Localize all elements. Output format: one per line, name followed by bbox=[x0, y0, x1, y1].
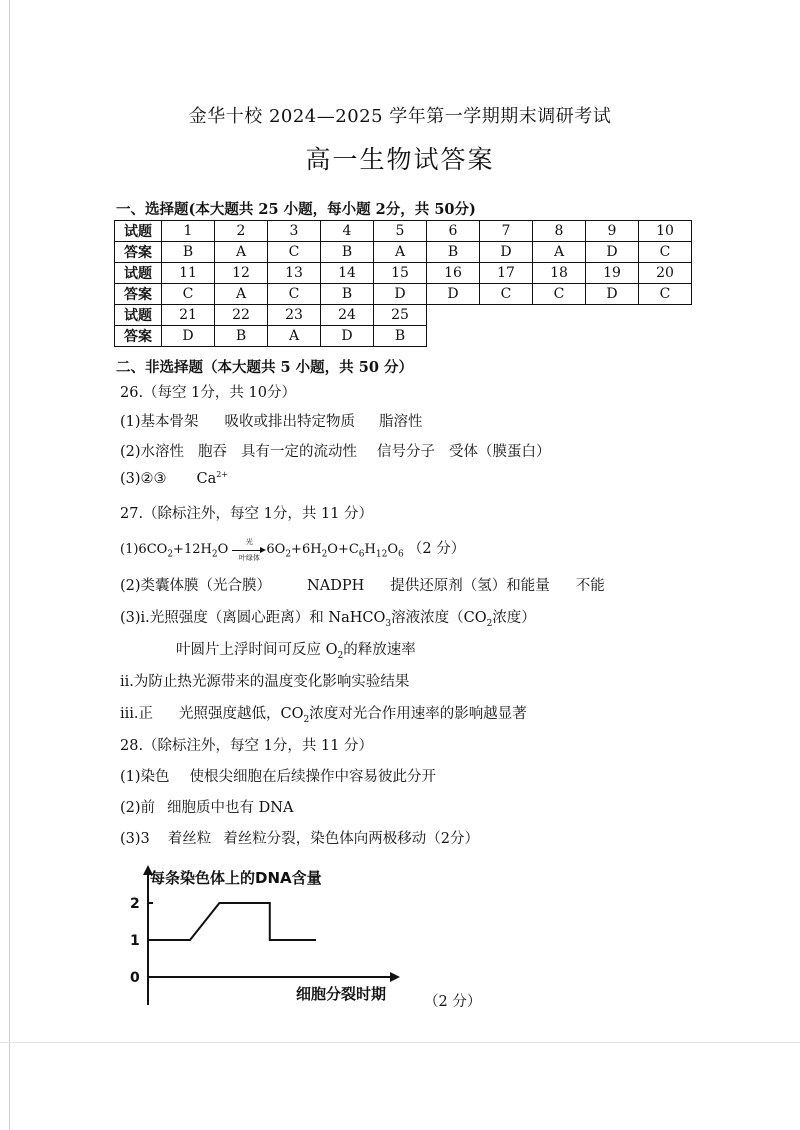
answer-cell: D bbox=[162, 326, 215, 347]
answer-cell: B bbox=[374, 326, 427, 347]
answer-cell: B bbox=[321, 284, 374, 305]
y-tick-label: 0 bbox=[130, 970, 140, 986]
empty-cell bbox=[639, 326, 692, 347]
question-number-cell: 25 bbox=[374, 305, 427, 326]
empty-cell bbox=[533, 305, 586, 326]
question-number-cell: 10 bbox=[639, 221, 692, 242]
question-number-cell: 8 bbox=[533, 221, 586, 242]
question-number-cell: 17 bbox=[480, 263, 533, 284]
answer-cell: B bbox=[321, 242, 374, 263]
q27-3-c: 浓度） bbox=[492, 610, 536, 626]
question-number-cell: 9 bbox=[586, 221, 639, 242]
empty-cell bbox=[586, 326, 639, 347]
eq-score: （2 分） bbox=[407, 541, 466, 557]
q27-3-sub2: 2 bbox=[486, 618, 493, 629]
question-number-cell: 5 bbox=[374, 221, 427, 242]
q26-1-a: (1)基本骨架 bbox=[120, 414, 199, 430]
q27-3-a: (3)ⅰ.光照强度（离圆心距离）和 NaHCO bbox=[120, 610, 386, 626]
q27-3-b: 溶液浓度（CO bbox=[391, 610, 487, 626]
empty-cell bbox=[639, 305, 692, 326]
q28-line-1 bbox=[120, 765, 436, 786]
q28-3-b: 着丝粒 bbox=[167, 831, 212, 847]
eq-plus: +12H bbox=[173, 542, 212, 557]
q26-2-b: 胞吞 bbox=[198, 444, 228, 460]
q26-2-d: 信号分子 bbox=[377, 444, 436, 460]
table-row-answers bbox=[115, 326, 692, 347]
q28-line-3 bbox=[120, 827, 479, 848]
eq-r3-sub2: 12 bbox=[375, 549, 388, 560]
eq-r1: 6O bbox=[266, 542, 286, 557]
q27-line-6 bbox=[120, 702, 527, 725]
question-number-cell: 23 bbox=[268, 305, 321, 326]
q28-2-a: (2)前 bbox=[120, 800, 156, 816]
table-row-questions bbox=[115, 221, 692, 242]
answer-cell: D bbox=[427, 284, 480, 305]
answer-cell: A bbox=[533, 242, 586, 263]
q26-2-c: 具有一定的流动性 bbox=[241, 444, 358, 460]
row-label-answers: 答案 bbox=[115, 242, 162, 263]
arrow-top-label: 光 bbox=[245, 537, 253, 546]
q27-2-d: 不能 bbox=[575, 578, 605, 594]
graph-score: （2 分） bbox=[424, 994, 482, 1010]
arrow-bottom-label: 叶绿体 bbox=[238, 553, 260, 562]
question-number-cell: 7 bbox=[480, 221, 533, 242]
q28-3-c: 着丝粒分裂，染色体向两极移动（2分） bbox=[223, 831, 479, 847]
answer-cell: D bbox=[374, 284, 427, 305]
q27-6-sub: 2 bbox=[303, 714, 310, 725]
question-number-cell: 13 bbox=[268, 263, 321, 284]
q28-1-a: (1)染色 bbox=[120, 769, 170, 785]
answer-cell: D bbox=[586, 242, 639, 263]
eq-r3-sub1: 6 bbox=[358, 549, 365, 560]
answer-cell: C bbox=[480, 284, 533, 305]
question-number-cell: 15 bbox=[374, 263, 427, 284]
eq-r3-h: H bbox=[364, 542, 376, 557]
q27-2-a: (2)类囊体膜（光合膜） bbox=[120, 578, 272, 594]
question-number-cell: 3 bbox=[268, 221, 321, 242]
eq-h2o-sub: 2 bbox=[211, 549, 218, 560]
question-number-cell: 1 bbox=[162, 221, 215, 242]
section-2-heading: 二、非选择题（本大题共 5 小题，共 50 分） bbox=[116, 359, 413, 376]
eq-r3: O+C bbox=[327, 542, 359, 557]
q28-heading: 28.（除标注外，每空 1分，共 11 分） bbox=[120, 738, 374, 754]
eq-r1-sub: 2 bbox=[285, 549, 292, 560]
empty-cell bbox=[480, 305, 533, 326]
series-line bbox=[148, 903, 316, 940]
q28-line-2 bbox=[120, 796, 293, 817]
q26-1-c: 脂溶性 bbox=[379, 414, 423, 430]
eq-r2-sub: 2 bbox=[321, 549, 328, 560]
question-number-cell: 2 bbox=[215, 221, 268, 242]
q27-line-4 bbox=[176, 638, 416, 661]
empty-cell bbox=[427, 326, 480, 347]
empty-cell bbox=[480, 326, 533, 347]
question-number-cell: 12 bbox=[215, 263, 268, 284]
row-label-answers: 答案 bbox=[115, 284, 162, 305]
empty-cell bbox=[533, 326, 586, 347]
answer-cell: B bbox=[215, 326, 268, 347]
q26-1-b: 吸收或排出特定物质 bbox=[224, 414, 356, 430]
q27-equation bbox=[120, 537, 465, 560]
answer-cell: A bbox=[374, 242, 427, 263]
q28-3-a: (3)3 bbox=[120, 831, 150, 847]
empty-cell bbox=[586, 305, 639, 326]
question-number-cell: 18 bbox=[533, 263, 586, 284]
table-row-questions bbox=[115, 263, 692, 284]
q28-1-b: 使根尖细胞在后续操作中容易彼此分开 bbox=[189, 769, 437, 785]
question-number-cell: 22 bbox=[215, 305, 268, 326]
y-tick-label: 2 bbox=[130, 896, 140, 912]
q27-4-a: 叶圆片上浮时间可反应 O bbox=[176, 642, 338, 658]
q27-6-a: ⅲ.正 bbox=[120, 706, 154, 722]
q26-line-1 bbox=[120, 410, 423, 431]
question-number-cell: 6 bbox=[427, 221, 480, 242]
question-number-cell: 16 bbox=[427, 263, 480, 284]
q27-4-sub: 2 bbox=[337, 650, 344, 661]
question-number-cell: 24 bbox=[321, 305, 374, 326]
answer-cell: B bbox=[427, 242, 480, 263]
q28-2-b: 细胞质中也有 DNA bbox=[167, 800, 294, 816]
q26-3-ion-charge: 2+ bbox=[216, 470, 229, 479]
question-number-cell: 20 bbox=[639, 263, 692, 284]
eq-r2: +6H bbox=[291, 542, 322, 557]
section-1-heading: 一、选择题(本大题共 25 小题，每小题 2分，共 50分) bbox=[116, 201, 476, 218]
question-number-cell: 14 bbox=[321, 263, 374, 284]
table-row-questions bbox=[115, 305, 692, 326]
q26-line-2 bbox=[120, 440, 551, 461]
q26-2-e: 受体（膜蛋白） bbox=[449, 444, 551, 460]
q27-line-3 bbox=[120, 606, 536, 629]
q26-3-a: (3)②③ bbox=[120, 470, 167, 487]
q27-line-5: ⅱ.为防止热光源带来的温度变化影响实验结果 bbox=[120, 674, 410, 690]
question-number-cell: 11 bbox=[162, 263, 215, 284]
eq-r3-o: O bbox=[387, 542, 398, 557]
eq-left-sub: 2 bbox=[167, 549, 174, 560]
answer-cell: C bbox=[268, 284, 321, 305]
row-label-answers: 答案 bbox=[115, 326, 162, 347]
y-axis-label: 每条染色体上的DNA含量 bbox=[150, 869, 322, 887]
q27-heading: 27.（除标注外，每空 1分，共 11 分） bbox=[120, 506, 374, 522]
question-number-cell: 19 bbox=[586, 263, 639, 284]
empty-cell bbox=[427, 305, 480, 326]
answer-cell: D bbox=[321, 326, 374, 347]
answer-cell: A bbox=[215, 242, 268, 263]
y-tick-label: 1 bbox=[130, 933, 140, 949]
answer-table bbox=[114, 220, 692, 347]
q27-2-c: 提供还原剂（氢）和能量 bbox=[390, 578, 550, 594]
table-row-answers bbox=[115, 284, 692, 305]
row-label-questions: 试题 bbox=[115, 263, 162, 284]
q27-line-2 bbox=[120, 574, 605, 595]
q26-2-a: (2)水溶性 bbox=[120, 444, 185, 460]
answer-cell: C bbox=[533, 284, 586, 305]
answer-cell: D bbox=[480, 242, 533, 263]
answer-cell: C bbox=[162, 284, 215, 305]
answer-cell: A bbox=[268, 326, 321, 347]
q27-2-b: NADPH bbox=[307, 578, 365, 594]
exam-header: 金华十校 2024—2025 学年第一学期期末调研考试 bbox=[188, 106, 612, 127]
answer-cell: D bbox=[586, 284, 639, 305]
page-bottom-border bbox=[0, 1042, 800, 1043]
q26-heading: 26.（每空 1分，共 10分） bbox=[120, 385, 296, 401]
answer-cell: C bbox=[639, 284, 692, 305]
eq-o: O bbox=[217, 542, 229, 557]
q26-line-3 bbox=[120, 470, 228, 487]
row-label-questions: 试题 bbox=[115, 221, 162, 242]
eq-prefix: (1) bbox=[120, 542, 139, 557]
table-row-answers bbox=[115, 242, 692, 263]
x-axis-arrow bbox=[390, 972, 400, 982]
q27-4-b: 的释放速率 bbox=[343, 642, 416, 658]
q27-6-b: 光照强度越低，CO bbox=[179, 706, 304, 722]
question-number-cell: 4 bbox=[321, 221, 374, 242]
question-number-cell: 21 bbox=[162, 305, 215, 326]
q27-3-sub: 3 bbox=[385, 618, 392, 629]
q26-3-ion: Ca bbox=[196, 470, 217, 487]
answer-cell: C bbox=[268, 242, 321, 263]
page-title: 高一生物试答案 bbox=[305, 145, 495, 174]
eq-r3-sub3: 6 bbox=[398, 549, 404, 560]
answer-cell: A bbox=[215, 284, 268, 305]
answer-cell: C bbox=[639, 242, 692, 263]
reaction-arrow bbox=[232, 537, 266, 562]
row-label-questions: 试题 bbox=[115, 305, 162, 326]
q27-6-c: 浓度对光合作用速率的影响越显著 bbox=[309, 706, 527, 722]
answer-cell: B bbox=[162, 242, 215, 263]
x-axis-label: 细胞分裂时期 bbox=[296, 985, 387, 1003]
eq-left: 6CO bbox=[138, 542, 168, 557]
